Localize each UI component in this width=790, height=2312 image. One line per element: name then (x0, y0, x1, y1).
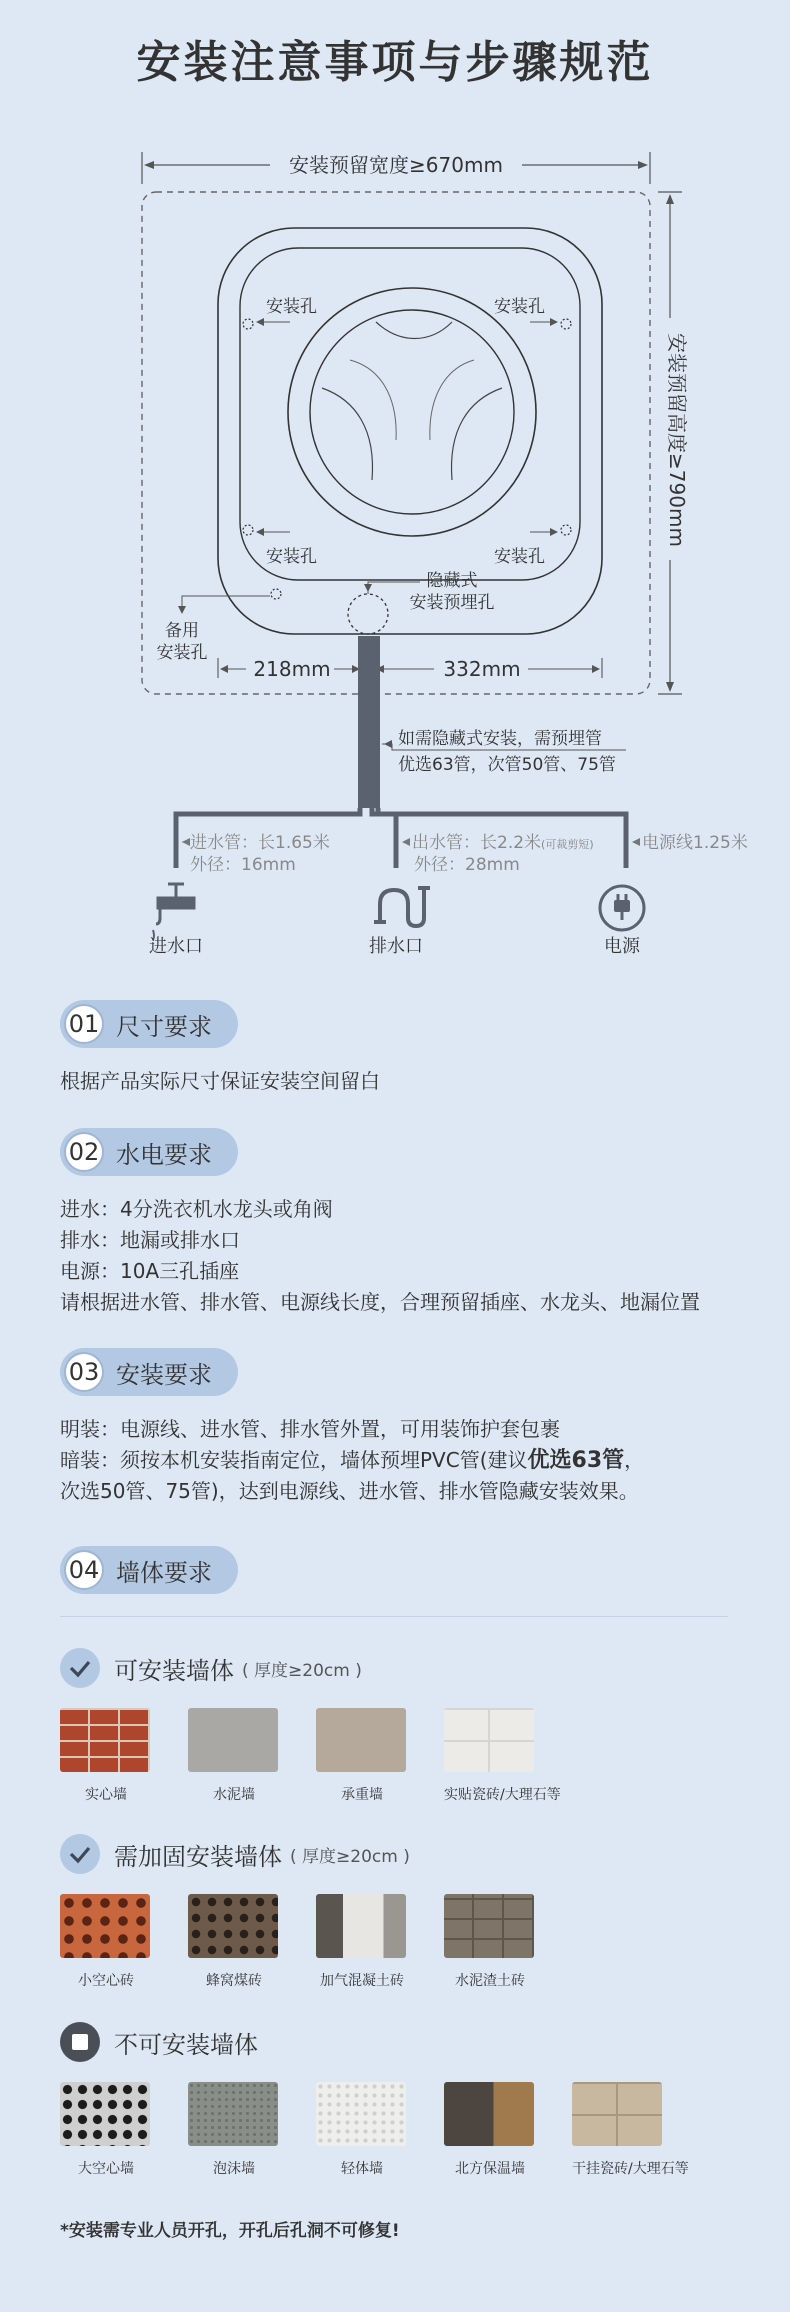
hole-label-tr: 安装孔 (494, 297, 545, 317)
divider (60, 1616, 728, 1617)
section-body (60, 1194, 740, 1318)
wall-tile (188, 1894, 280, 1990)
wall-tile (188, 2082, 280, 2178)
hole-label-br: 安装孔 (494, 547, 545, 567)
tile-caption: 干挂瓷砖/大理石等 (572, 2161, 689, 2177)
height-label: 安装预留高度≥790mm (665, 333, 689, 547)
height-arrow-top (666, 194, 674, 204)
inlet-note-2: 外径：16mm (190, 855, 296, 875)
text-line: 请根据进水管、排水管、电源线长度，合理预留插座、水龙头、地漏位置 (60, 1290, 700, 1314)
check-icon (60, 1834, 100, 1874)
cement-swatch (188, 1708, 278, 1772)
faucet-icon (153, 884, 194, 940)
section-header (60, 1000, 238, 1048)
outlet-note-1: 出水管：长2.2米(可裁剪短) (412, 833, 594, 853)
outlet-note-2: 外径：28mm (414, 855, 520, 875)
section-water-power (60, 1128, 740, 1318)
hidden-hole-label-1: 隐藏式 (426, 571, 478, 591)
check-icon (60, 1648, 100, 1688)
hidden-pipe (358, 636, 380, 808)
wall-tile (316, 2082, 408, 2178)
inlet-label: 进水口 (149, 936, 203, 957)
cement-slag-brick-swatch (444, 1894, 534, 1958)
inlet-note-1: 进水管：长1.65米 (190, 833, 330, 853)
text-line: 电源：10A三孔插座 (60, 1259, 240, 1283)
section-number: 03 (64, 1352, 104, 1392)
machine-outer (218, 228, 602, 634)
tile-caption: 泡沫墙 (213, 2161, 255, 2177)
honeycomb-brick-swatch (188, 1894, 278, 1958)
wall-tiles-reinforce (60, 1894, 572, 1990)
tile-caption: 大空心墙 (78, 2161, 134, 2177)
tile-caption: 北方保温墙 (455, 2161, 525, 2177)
text-line: 暗装：须按本机安装指南定位，墙体预埋PVC管(建议优选63管， (60, 1448, 645, 1473)
width-label: 安装预留宽度≥670mm (289, 153, 503, 177)
bearing-wall-swatch (316, 1708, 406, 1772)
large-hollow-wall-swatch (60, 2082, 150, 2146)
drum-inner (310, 310, 514, 514)
left-dim-label: 218mm (253, 657, 331, 681)
power-plug-icon (600, 886, 644, 930)
wall-tile (444, 1708, 561, 1804)
hole-spare (271, 589, 281, 599)
section-wall (60, 1546, 740, 1594)
right-dim-label: 332mm (443, 657, 521, 681)
section-header (60, 1546, 238, 1594)
aerated-concrete-swatch (316, 1894, 406, 1958)
spare-hole-label-1: 备用 (165, 621, 199, 641)
text-line: 排水：地漏或排水口 (60, 1228, 240, 1252)
wall-category-no (60, 2022, 258, 2062)
wall-tile (60, 2082, 152, 2178)
hidden-pipe-hole (348, 594, 388, 634)
tile-caption: 小空心砖 (78, 1973, 134, 1989)
wall-tile (188, 1708, 280, 1804)
wall-category-ok (60, 1648, 362, 1688)
category-note: ( 厚度≥20cm ) (290, 1846, 410, 1867)
section-install (60, 1348, 740, 1507)
section-size (60, 1000, 740, 1097)
wall-tile (444, 2082, 536, 2178)
text-line: 次选50管、75管)，达到电源线、进水管、排水管隐藏安装效果。 (60, 1479, 639, 1503)
hole-top-right (561, 319, 571, 329)
tile-caption: 加气混凝土砖 (320, 1973, 404, 1989)
pipe-note-1: 如需隐藏式安装，需预埋管 (398, 729, 602, 749)
hidden-hole-label-2: 安装预埋孔 (409, 593, 495, 613)
section-title: 水电要求 (116, 1140, 212, 1169)
tile-caption: 实心墙 (85, 1787, 127, 1803)
wall-tile (60, 1894, 152, 1990)
tile-caption: 实贴瓷砖/大理石等 (444, 1787, 561, 1803)
power-label: 电源 (604, 936, 640, 957)
insulated-wall-swatch (444, 2082, 534, 2146)
small-hollow-brick-swatch (60, 1894, 150, 1958)
section-header (60, 1128, 238, 1176)
height-arrow-bottom (666, 682, 674, 692)
wall-tile (60, 1708, 152, 1804)
text-line: 根据产品实际尺寸保证安装空间留白 (60, 1069, 380, 1093)
width-arrow-right (638, 161, 648, 169)
installation-diagram (0, 130, 790, 970)
light-wall-swatch (316, 2082, 406, 2146)
hole-label-bl: 安装孔 (266, 547, 317, 567)
wall-tile (316, 1894, 408, 1990)
tile-marble-swatch (444, 1708, 534, 1772)
section-number: 01 (64, 1004, 104, 1044)
hole-bottom-left (243, 525, 253, 535)
wall-tiles-no (60, 2082, 700, 2178)
wall-tile (572, 2082, 689, 2178)
category-label: 可安装墙体 (114, 1656, 234, 1685)
solid-brick-swatch (60, 1708, 150, 1772)
drum-blade-3 (451, 388, 502, 480)
text-line: 进水：4分洗衣机水龙头或角阀 (60, 1197, 333, 1221)
drain-label: 排水口 (369, 936, 423, 957)
drum-outer (288, 288, 536, 536)
hole-label-tl: 安装孔 (266, 297, 317, 317)
drum-blade-2 (322, 388, 373, 480)
drain-pipe (372, 808, 396, 868)
width-arrow-left (144, 161, 154, 169)
wall-tiles-ok (60, 1708, 572, 1804)
tile-caption: 水泥渣土砖 (455, 1973, 525, 1989)
highlight-63-pipe: 优选63管 (527, 1448, 625, 1473)
foam-wall-swatch (188, 2082, 278, 2146)
page-title: 安装注意事项与步骤规范 (136, 37, 654, 88)
text-line: 明装：电源线、进水管、排水管外置，可用装饰护套包裹 (60, 1417, 560, 1441)
hole-top-left (243, 319, 253, 329)
section-body (60, 1414, 740, 1507)
category-note: ( 厚度≥20cm ) (242, 1660, 362, 1681)
tile-caption: 轻体墙 (341, 2161, 383, 2177)
section-header (60, 1348, 238, 1396)
wall-category-reinforce (60, 1834, 410, 1874)
tile-caption: 蜂窝煤砖 (206, 1973, 262, 1989)
section-body (60, 1066, 740, 1097)
cross-box-icon (60, 2022, 100, 2062)
wall-tile (316, 1708, 408, 1804)
section-title: 安装要求 (116, 1360, 212, 1389)
tile-caption: 承重墙 (341, 1787, 383, 1803)
spare-hole-label-2: 安装孔 (156, 643, 208, 663)
wall-tile (444, 1894, 536, 1990)
category-label: 不可安装墙体 (114, 2030, 258, 2059)
section-number: 04 (64, 1550, 104, 1590)
tile-caption: 水泥墙 (213, 1787, 255, 1803)
section-number: 02 (64, 1132, 104, 1172)
pipe-note-2: 优选63管，次管50管、75管 (398, 755, 616, 775)
hole-bottom-right (561, 525, 571, 535)
footnote: *安装需专业人员开孔，开孔后孔洞不可修复! (60, 2221, 400, 2241)
drain-pipe-icon (374, 888, 430, 926)
category-label: 需加固安装墙体 (114, 1842, 282, 1871)
drum-blade-1 (376, 322, 452, 339)
hanging-tile-swatch (572, 2082, 662, 2146)
power-note: 电源线1.25米 (642, 833, 748, 853)
section-title: 墙体要求 (116, 1558, 212, 1587)
drum-blade-4 (350, 360, 474, 440)
section-title: 尺寸要求 (116, 1012, 212, 1041)
